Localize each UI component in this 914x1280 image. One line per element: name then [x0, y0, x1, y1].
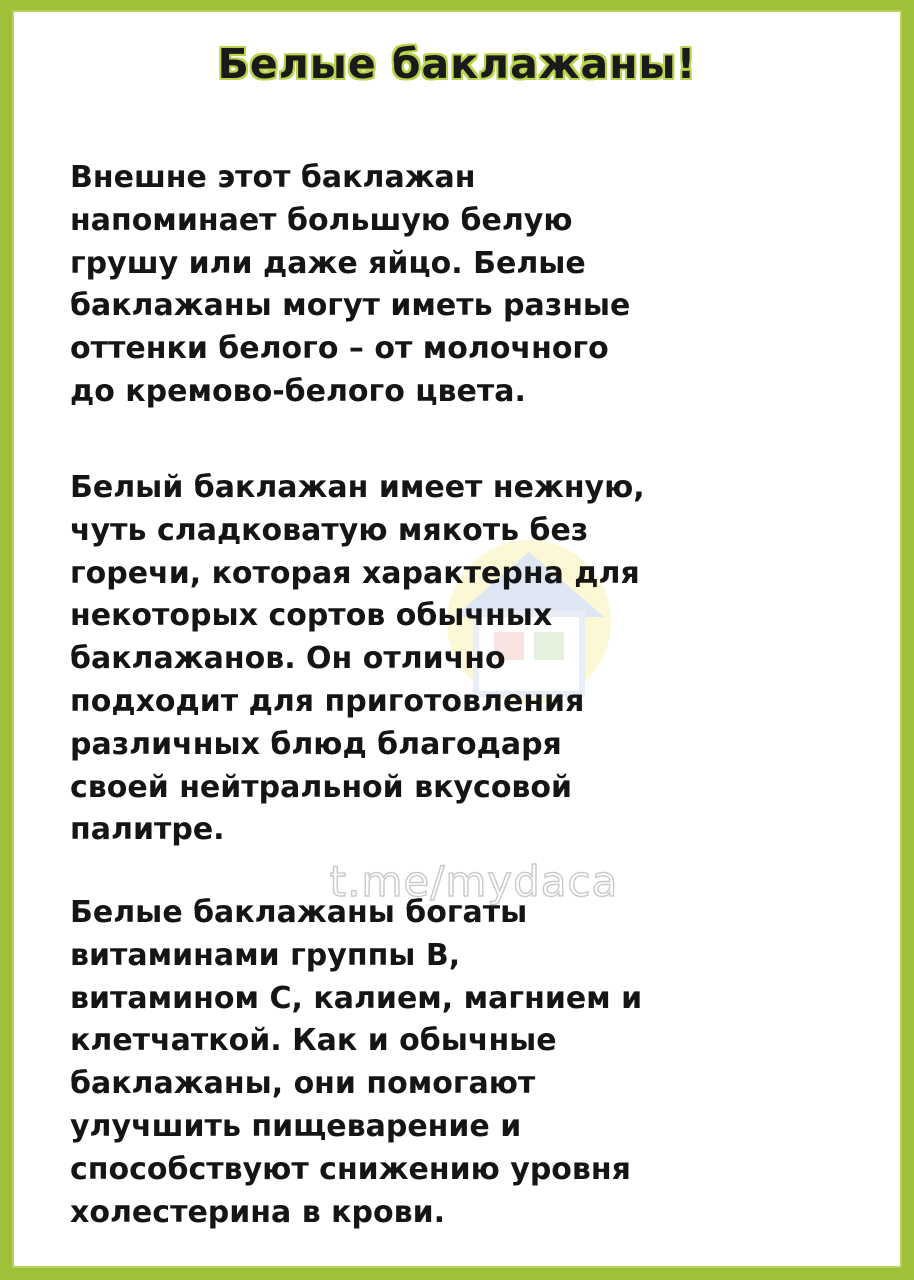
paragraph-taste: Белый баклажан имеет нежную, чуть сладковатую мякоть без горечи, которая характерна для некоторых сортов обычных баклажанов. Он отлично подходит для приготовления различных блюд благодаря своей нейтральной вкусовой палитре.: [70, 470, 645, 848]
paragraph-nutrition: Белые баклажаны богаты витаминами группы В, витамином С, калием, магнием и клетчаткой. Как и обычные баклажаны, они помогают улучшить пищеварение и способствуют снижению уровня холестерина в крови.: [70, 895, 643, 1230]
paragraph-appearance: Внешне этот баклажан напоминает большую белую грушу или даже яйцо. Белые баклажаны могут иметь разные оттенки белого – от молочного до кремово-белого цвета.: [70, 160, 631, 409]
content-card: [12, 10, 902, 1268]
page-title: Белые баклажаны!: [217, 40, 697, 88]
watermark-text: t.me/mydaca: [329, 857, 619, 906]
